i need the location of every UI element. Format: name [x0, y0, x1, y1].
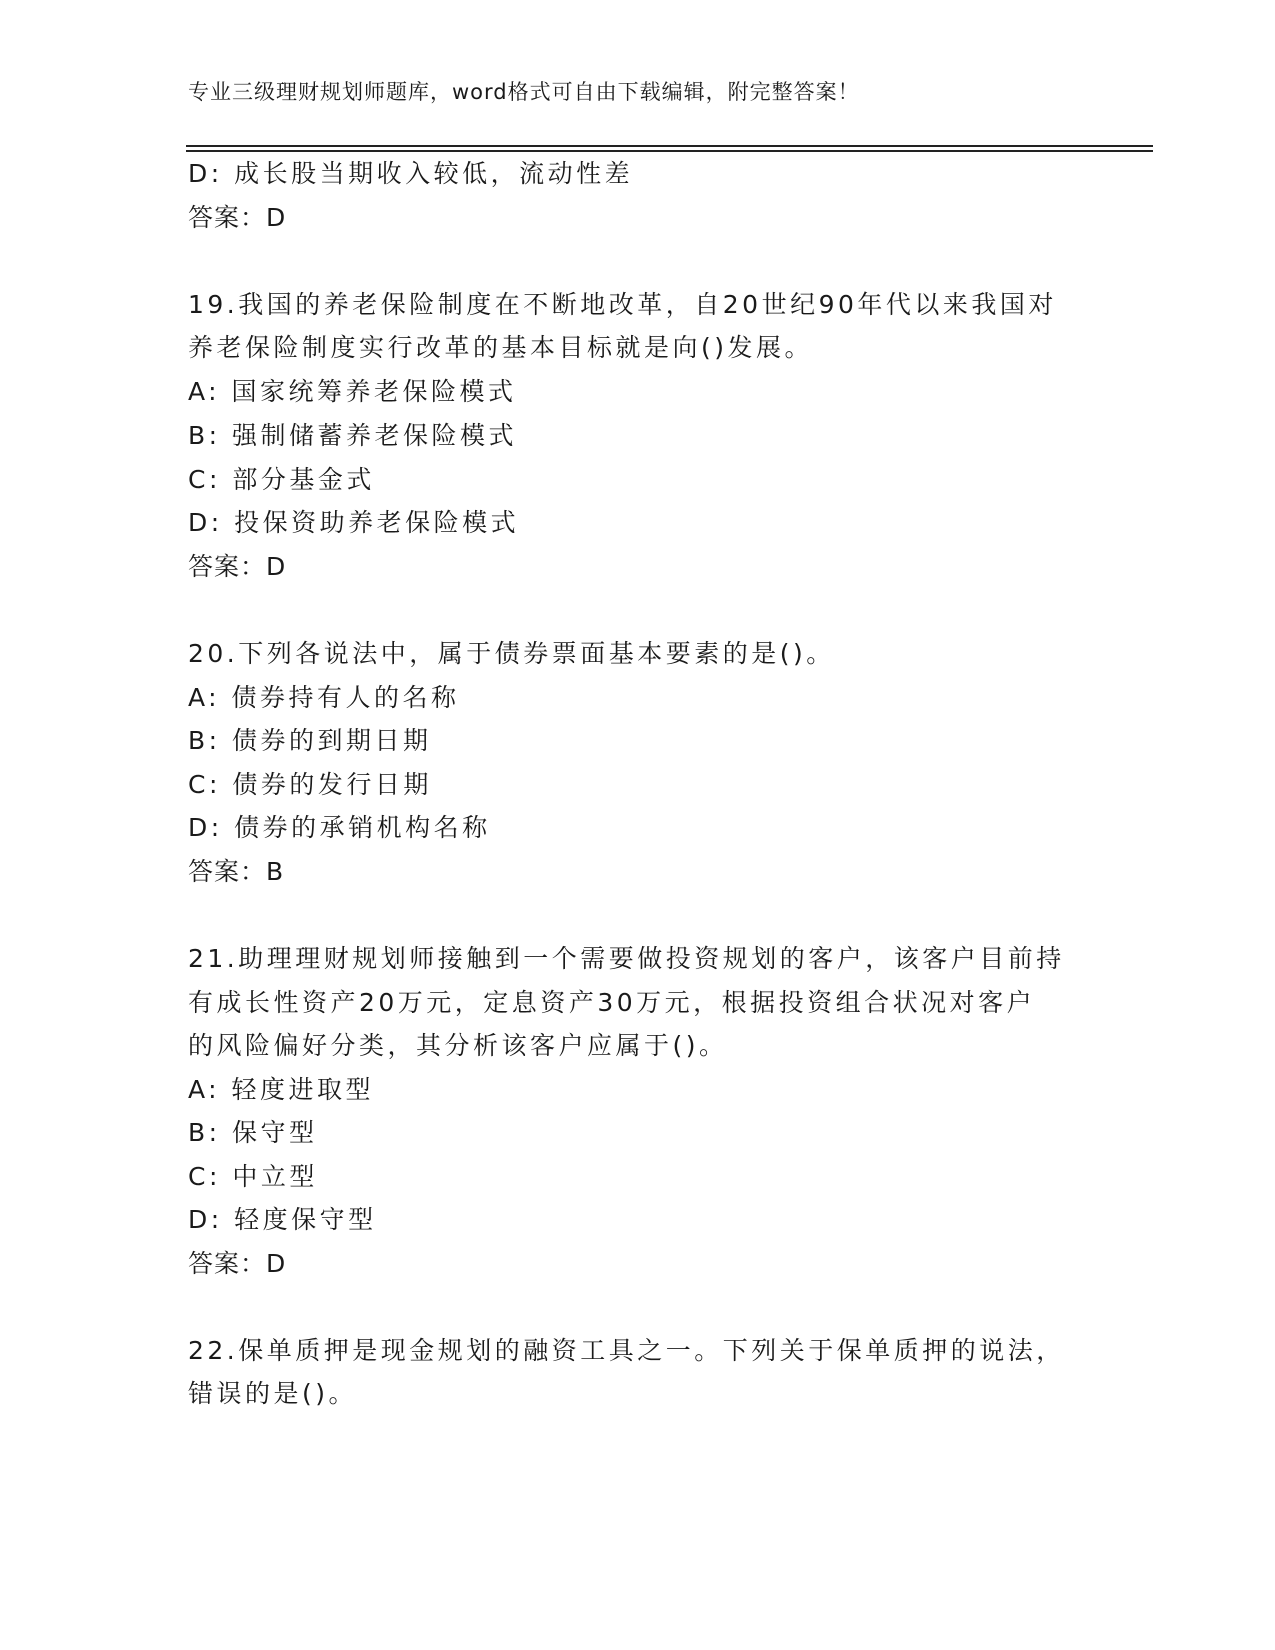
q20-option-a: A: 债券持有人的名称	[188, 683, 460, 712]
q21-option-b: B: 保守型	[188, 1118, 318, 1147]
prev-answer: 答案：D	[188, 203, 287, 232]
q21-option-d: D: 轻度保守型	[188, 1205, 377, 1234]
q19-stem-line2: 养老保险制度实行改革的基本目标就是向()发展。	[188, 333, 814, 362]
q20-option-b: B: 债券的到期日期	[188, 726, 432, 755]
header-rule-top	[186, 145, 1153, 147]
header-rule-bottom	[186, 150, 1153, 152]
prev-option-d: D: 成长股当期收入较低，流动性差	[188, 159, 634, 188]
q20-option-c: C: 债券的发行日期	[188, 770, 432, 799]
q22-stem-line1: 22.保单质押是现金规划的融资工具之一。下列关于保单质押的说法，	[188, 1336, 1065, 1365]
q21-option-c: C: 中立型	[188, 1162, 318, 1191]
q21-stem-line2: 有成长性资产20万元，定息资产30万元，根据投资组合状况对客户	[188, 988, 1036, 1017]
q19-stem-line1: 19.我国的养老保险制度在不断地改革，自20世纪90年代以来我国对	[188, 290, 1057, 319]
q19-option-b: B: 强制储蓄养老保险模式	[188, 421, 518, 450]
q21-stem-line3: 的风险偏好分类，其分析该客户应属于()。	[188, 1031, 728, 1060]
q19-option-c: C: 部分基金式	[188, 465, 375, 494]
q21-option-a: A: 轻度进取型	[188, 1075, 375, 1104]
q19-answer: 答案：D	[188, 552, 287, 581]
q19-option-d: D: 投保资助养老保险模式	[188, 508, 520, 537]
q19-option-a: A: 国家统筹养老保险模式	[188, 377, 517, 406]
q20-stem-line1: 20.下列各说法中，属于债券票面基本要素的是()。	[188, 639, 835, 668]
q20-answer: 答案：B	[188, 857, 285, 886]
q21-answer: 答案：D	[188, 1249, 287, 1278]
q22-stem-line2: 错误的是()。	[188, 1379, 358, 1408]
q20-option-d: D: 债券的承销机构名称	[188, 813, 491, 842]
q21-stem-line1: 21.助理理财规划师接触到一个需要做投资规划的客户，该客户目前持	[188, 944, 1065, 973]
page-header: 专业三级理财规划师题库，word格式可自由下载编辑，附完整答案！	[188, 80, 860, 104]
